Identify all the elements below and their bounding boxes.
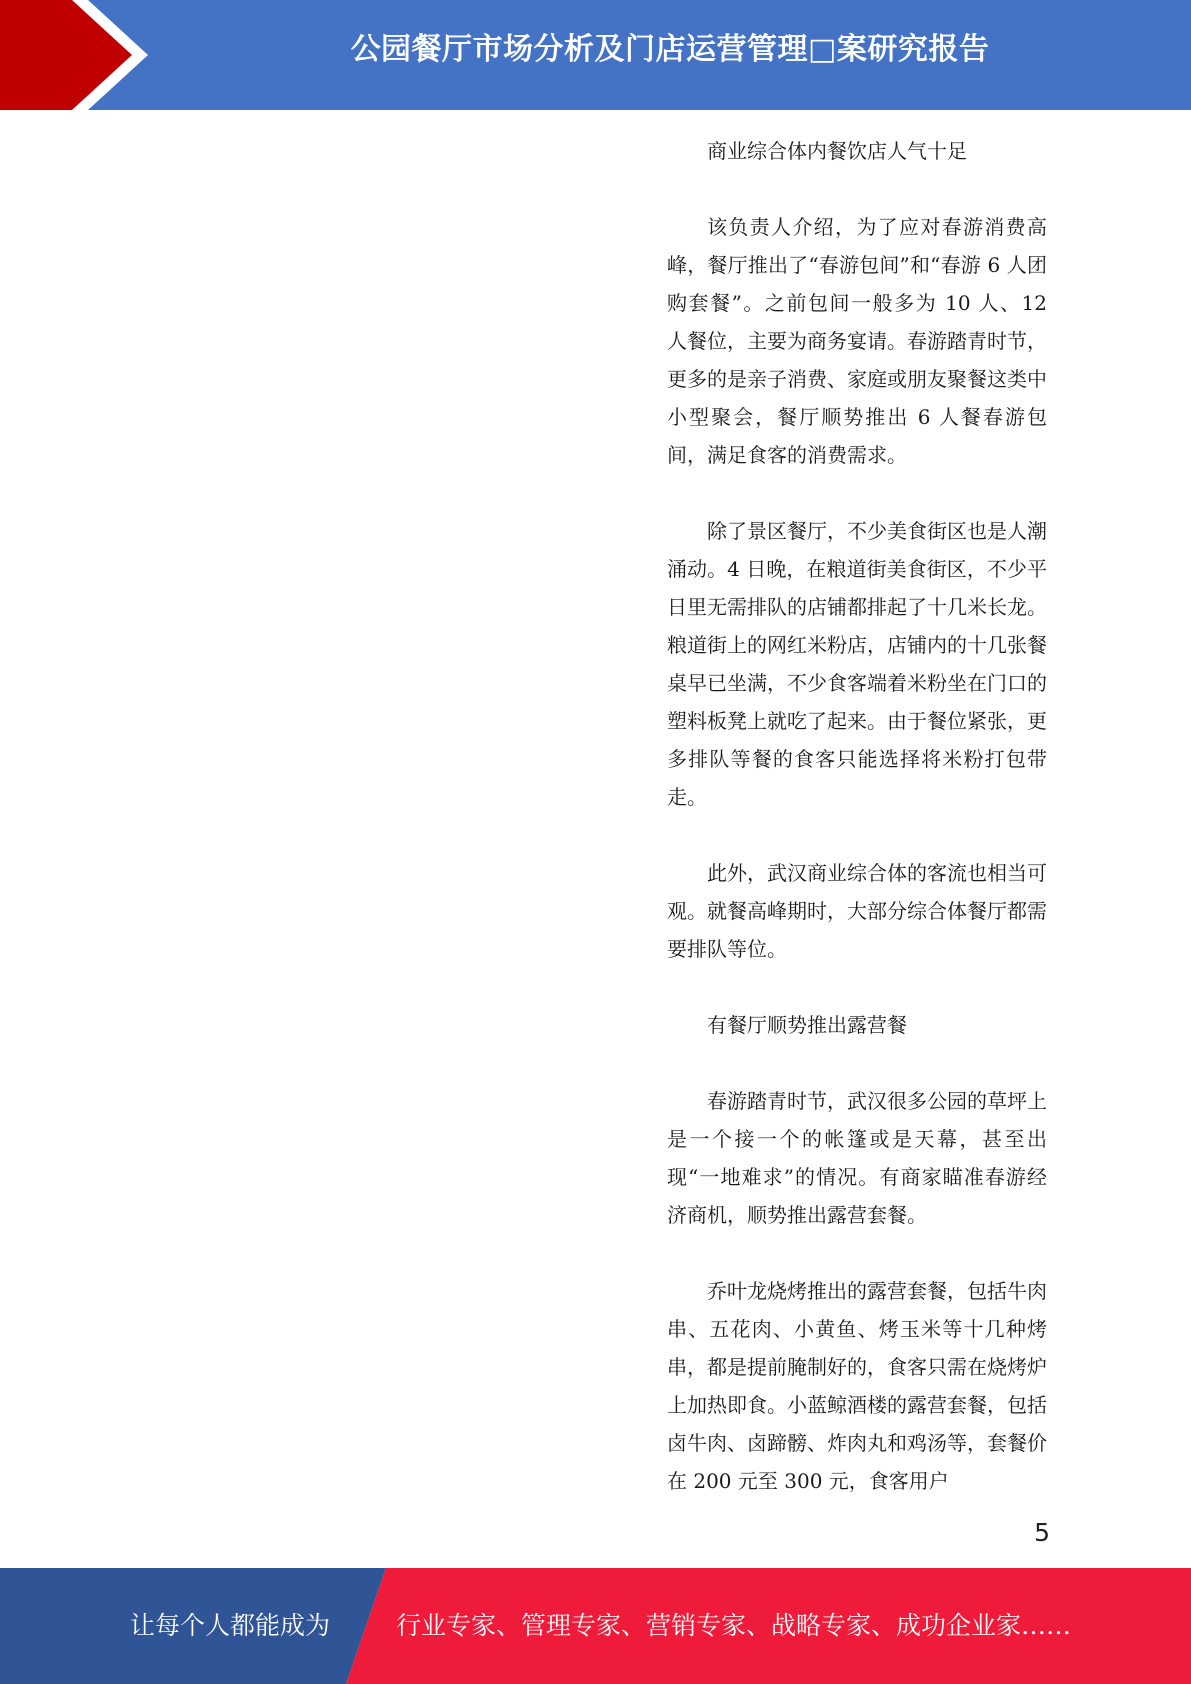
section-heading: 商业综合体内餐饮店人气十足: [707, 139, 967, 163]
page-number: 5: [1034, 1518, 1050, 1547]
footer-slogan-left: 让每个人都能成为: [130, 1611, 331, 1640]
paragraph: 春游踏青时节，武汉很多公园的草坪上是一个接一个的帐篷或是天幕，甚至出现“一地难求”的情况。有商家瞄准春游经济商机，顺势推出露营套餐。: [667, 1089, 1047, 1227]
page-header: [0, 0, 1191, 110]
body-text-column: [667, 132, 1047, 1538]
paragraph: 该负责人介绍，为了应对春游消费高峰，餐厅推出了“春游包间”和“春游 6 人团购套餐”。之前包间一般多为 10 人、12 人餐位，主要为商务宴请。春游踏青时节，更多的是亲子消费、家庭或朋友聚餐这类中小型聚会，餐厅顺势推出 6 人餐春游包间，满足食客的消费需求。: [667, 215, 1047, 467]
header-arrow-red: [0, 0, 132, 110]
paragraph: 乔叶龙烧烤推出的露营套餐，包括牛肉串、五花肉、小黄鱼、烤玉米等十几种烤串，都是提前腌制好的，食客只需在烧烤炉上加热即食。小蓝鲸酒楼的露营套餐，包括卤牛肉、卤蹄髈、炸肉丸和鸡汤等，套餐价在 200 元至 300 元，食客用户: [667, 1279, 1047, 1493]
document-title: 公园餐厅市场分析及门店运营管理□案研究报告: [350, 32, 990, 67]
paragraph: 此外，武汉商业综合体的客流也相当可观。就餐高峰期时，大部分综合体餐厅都需要排队等位。: [667, 861, 1047, 961]
footer-slogan-right: 行业专家、管理专家、营销专家、战略专家、成功企业家……: [396, 1611, 1072, 1640]
page-footer: [0, 1568, 1191, 1684]
paragraph: 除了景区餐厅，不少美食街区也是人潮涌动。4 日晚，在粮道街美食街区，不少平日里无需排队的店铺都排起了十几米长龙。粮道街上的网红米粉店，店铺内的十几张餐桌早已坐满，不少食客端着米粉坐在门口的塑料板凳上就吃了起来。由于餐位紧张，更多排队等餐的食客只能选择将米粉打包带走。: [667, 519, 1047, 809]
header-arrow-decoration: [0, 0, 160, 110]
section-heading: 有餐厅顺势推出露营餐: [707, 1013, 907, 1037]
